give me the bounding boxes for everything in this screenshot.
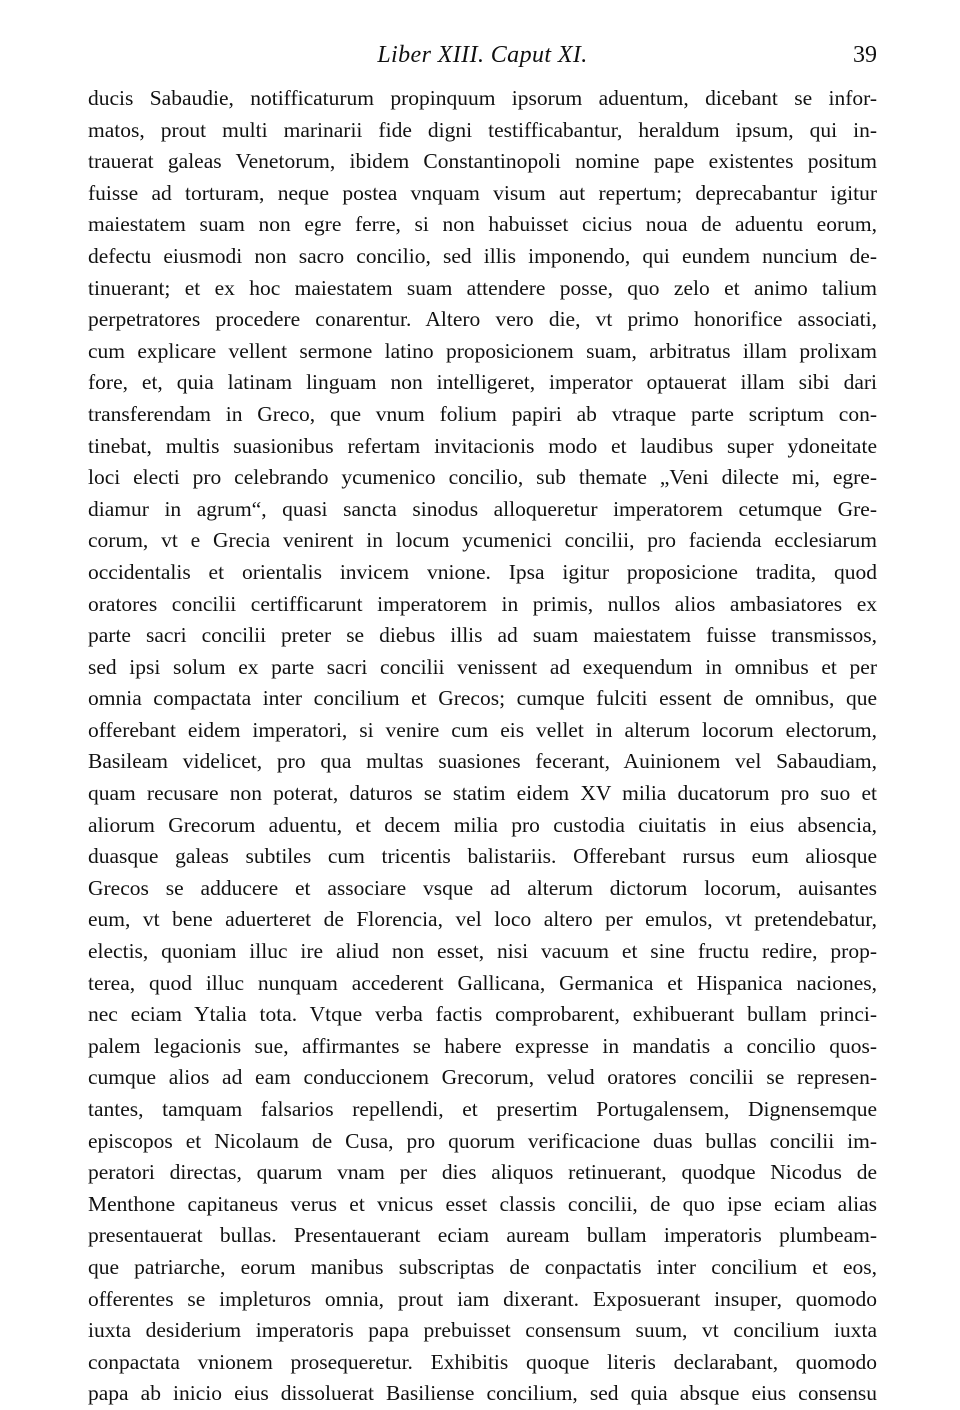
text-line: que patriarche, eorum manibus subscriptas de conpactatis inter concilium et eos, (88, 1254, 877, 1279)
text-line: Basileam videlicet, pro qua multas suasiones fecerant, Auinionem vel Sabaudiam, (88, 749, 877, 774)
running-title: Liber XIII. Caput XI. (377, 42, 588, 68)
text-line: tinuerant; et ex hoc maiestatem suam attendere posse, quo zelo et animo talium (88, 275, 877, 300)
text-line: Menthone capitaneus verus et vnicus esset classis concilii, de quo ipse eciam alias (88, 1191, 877, 1216)
text-line: presentauerat bullas. Presentauerant eciam auream bullam imperatoris plumbeam- (88, 1223, 877, 1248)
text-line: electis, quoniam illuc ire aliud non esset, nisi vacuum et sine fructu redire, prop- (88, 939, 877, 964)
text-line: palem legacionis sue, affirmantes se habere expresse in mandatis a concilio quos- (88, 1033, 877, 1058)
text-line: matos, prout multi marinarii fide digni testifficabantur, heraldum ipsum, qui in- (88, 117, 877, 142)
text-line: tinebat, multis suasionibus refertam invitacionis modo et laudibus super ydoneitate (88, 433, 877, 458)
text-line: fore, et, quia latinam linguam non intelligeret, imperator optauerat illam sibi dari (88, 370, 877, 395)
text-line: omnia compactata inter concilium et Grecos; cumque fulciti essent de omnibus, que (88, 686, 877, 711)
text-line: episcopos et Nicolaum de Cusa, pro quorum verificacione duas bullas concilii im- (88, 1128, 877, 1153)
text-line: offerentes se impleturos omnia, prout iam dixerant. Exposuerant insuper, quomodo (88, 1286, 877, 1311)
text-line: offerebant eidem imperatori, si venire cum eis vellet in alterum locorum electorum, (88, 717, 877, 742)
text-line: perpetratores procedere conarentur. Altero vero die, vt primo honorifice associati, (88, 307, 877, 332)
text-line: tantes, tamquam falsarios repellendi, et presertim Portugalensem, Dignensemque (88, 1097, 877, 1121)
text-line: oratores concilii certifficarunt imperatorem in primis, nullos alios ambasiatores ex (88, 591, 877, 616)
text-line: eum, vt bene aduerteret de Florencia, vel loco altero per emulos, vt pretendebatur, (88, 907, 877, 932)
page-number: 39 (853, 42, 877, 68)
text-line: Grecos se adducere et associare vsque ad alterum dictorum locorum, auisantes (88, 875, 877, 900)
running-head (88, 42, 877, 78)
text-line: aliorum Grecorum aduentu, et decem milia pro custodia ciuitatis in eius absencia, (88, 812, 877, 837)
text-line: trauerat galeas Venetorum, ibidem Constantinopoli nomine pape existentes positum (88, 149, 877, 174)
text-line: diamur in agrum“, quasi sancta sinodus alloqueretur imperatorem cetumque Gre- (88, 496, 877, 521)
text-line: conpactata vnionem prosequeretur. Exhibitis quoque literis declarabant, quomodo (88, 1349, 877, 1374)
text-line: cumque alios ad eam conduccionem Grecorum, velud oratores concilii se represen- (88, 1065, 877, 1090)
text-line: loci electi pro celebrando ycumenico concilio, sub themate „Veni dilecte mi, egre- (88, 465, 877, 490)
text-line: peratori directas, quarum vnam per dies aliquos retinuerant, quodque Nicodus de (88, 1160, 877, 1185)
text-line: ducis Sabaudie, notifficaturum propinquum ipsorum aduentum, dicebant se infor- (88, 86, 877, 110)
text-line: transferendam in Greco, que vnum folium papiri ab vtraque parte scriptum con- (88, 401, 877, 426)
text-line: defectu eiusmodi non sacro concilio, sed illis imponendo, qui eundem nuncium de- (88, 243, 877, 268)
text-line: nec eciam Ytalia tota. Vtque verba factis comprobarent, exhibuerant bullam princi- (88, 1002, 877, 1027)
text-line: corum, vt e Grecia venirent in locum ycumenici concilii, pro facienda ecclesiarum (88, 528, 877, 553)
text-line: quam recusare non poterat, daturos se statim eidem XV milia ducatorum pro suo et (88, 781, 877, 806)
text-line: parte sacri concilii preter se diebus illis ad suam maiestatem fuisse transmissos, (88, 623, 877, 648)
text-line: papa ab inicio eius dissoluerat Basiliense concilium, sed quia absque eius consensu (88, 1381, 877, 1406)
text-line: fuisse ad torturam, neque postea vnquam visum aut repertum; deprecabantur igitur (88, 180, 877, 205)
body-text (88, 83, 877, 1410)
text-line: sed ipsi solum ex parte sacri concilii venissent ad exequendum in omnibus et per (88, 654, 877, 679)
text-line: terea, quod illuc nunquam accederent Gallicana, Germanica et Hispanica naciones, (88, 970, 877, 995)
text-line: occidentalis et orientalis invicem vnione. Ipsa igitur proposicione tradita, quod (88, 559, 877, 584)
text-line: maiestatem suam non egre ferre, si non habuisset cicius noua de aduentu eorum, (88, 212, 877, 237)
text-line: cum explicare vellent sermone latino proposicionem suam, arbitratus illam prolixam (88, 338, 877, 363)
text-line: iuxta desiderium imperatoris papa prebuisset consensum suum, vt concilium iuxta (88, 1318, 877, 1343)
text-line: duasque galeas subtiles cum tricentis balistariis. Offerebant rursus eum aliosque (88, 844, 877, 869)
